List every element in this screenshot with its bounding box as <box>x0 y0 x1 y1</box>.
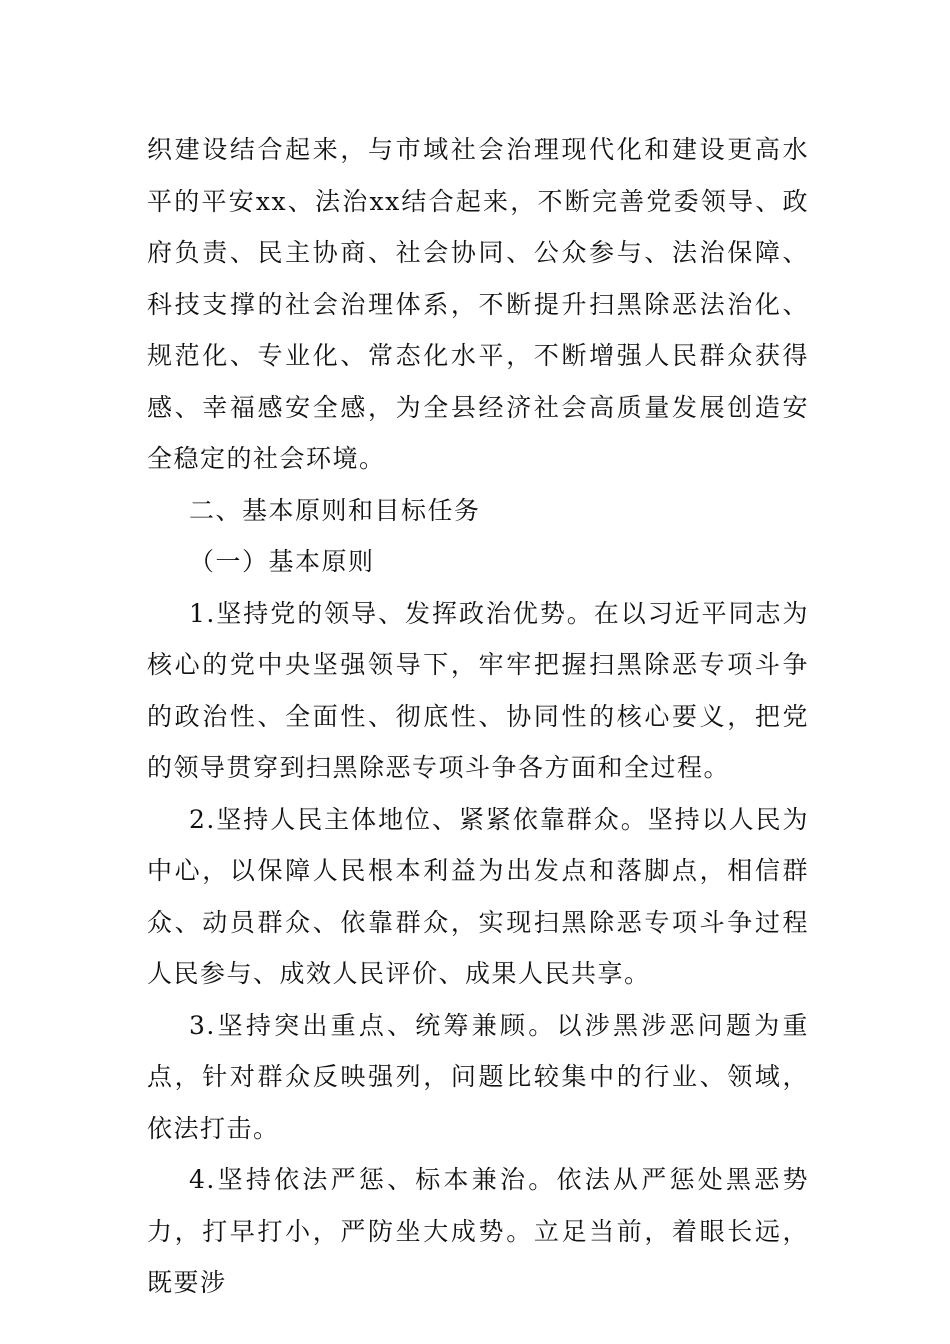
section-heading: 二、基本原则和目标任务 <box>189 495 481 525</box>
principle-paragraph-1: 1.坚持党的领导、发挥政治优势。在以习近平同志为核心的党中央坚强领导下，牢牢把握扫黑除恶专项斗争的政治性、全面性、彻底性、协同性的核心要义，把党的领导贯穿到扫黑除恶专项斗争各方面和全过程。 <box>147 598 809 782</box>
principle-paragraph-4: 4.坚持依法严惩、标本兼治。依法从严惩处黑恶势力，打早打小，严防坐大成势。立足当前，着眼长远，既要涉 <box>147 1165 809 1297</box>
subsection-heading: （一）基本原则 <box>189 547 375 576</box>
principle-paragraph-3: 3.坚持突出重点、统筹兼顾。以涉黑涉恶问题为重点，针对群众反映强列，问题比较集中的行业、领域，依法打击。 <box>147 1010 809 1143</box>
document-body <box>147 124 809 1309</box>
principle-paragraph-2: 2.坚持人民主体地位、紧紧依靠群众。坚持以人民为中心，以保障人民根本利益为出发点和落脚点，相信群众、动员群众、依靠群众，实现扫黑除恶专项斗争过程人民参与、成效人民评价、成果人民共享。 <box>147 804 809 988</box>
body-paragraph-continuation: 织建设结合起来，与市域社会治理现代化和建设更高水平的平安xx、法治xx结合起来，不断完善党委领导、政府负责、民主协商、社会协同、公众参与、法治保障、科技支撑的社会治理体系，不断提升扫黑除恶法治化、规范化、专业化、常态化水平，不断增强人民群众获得感、幸福感安全感，为全县经济社会高质量发展创造安全稳定的社会环境。 <box>147 135 809 473</box>
